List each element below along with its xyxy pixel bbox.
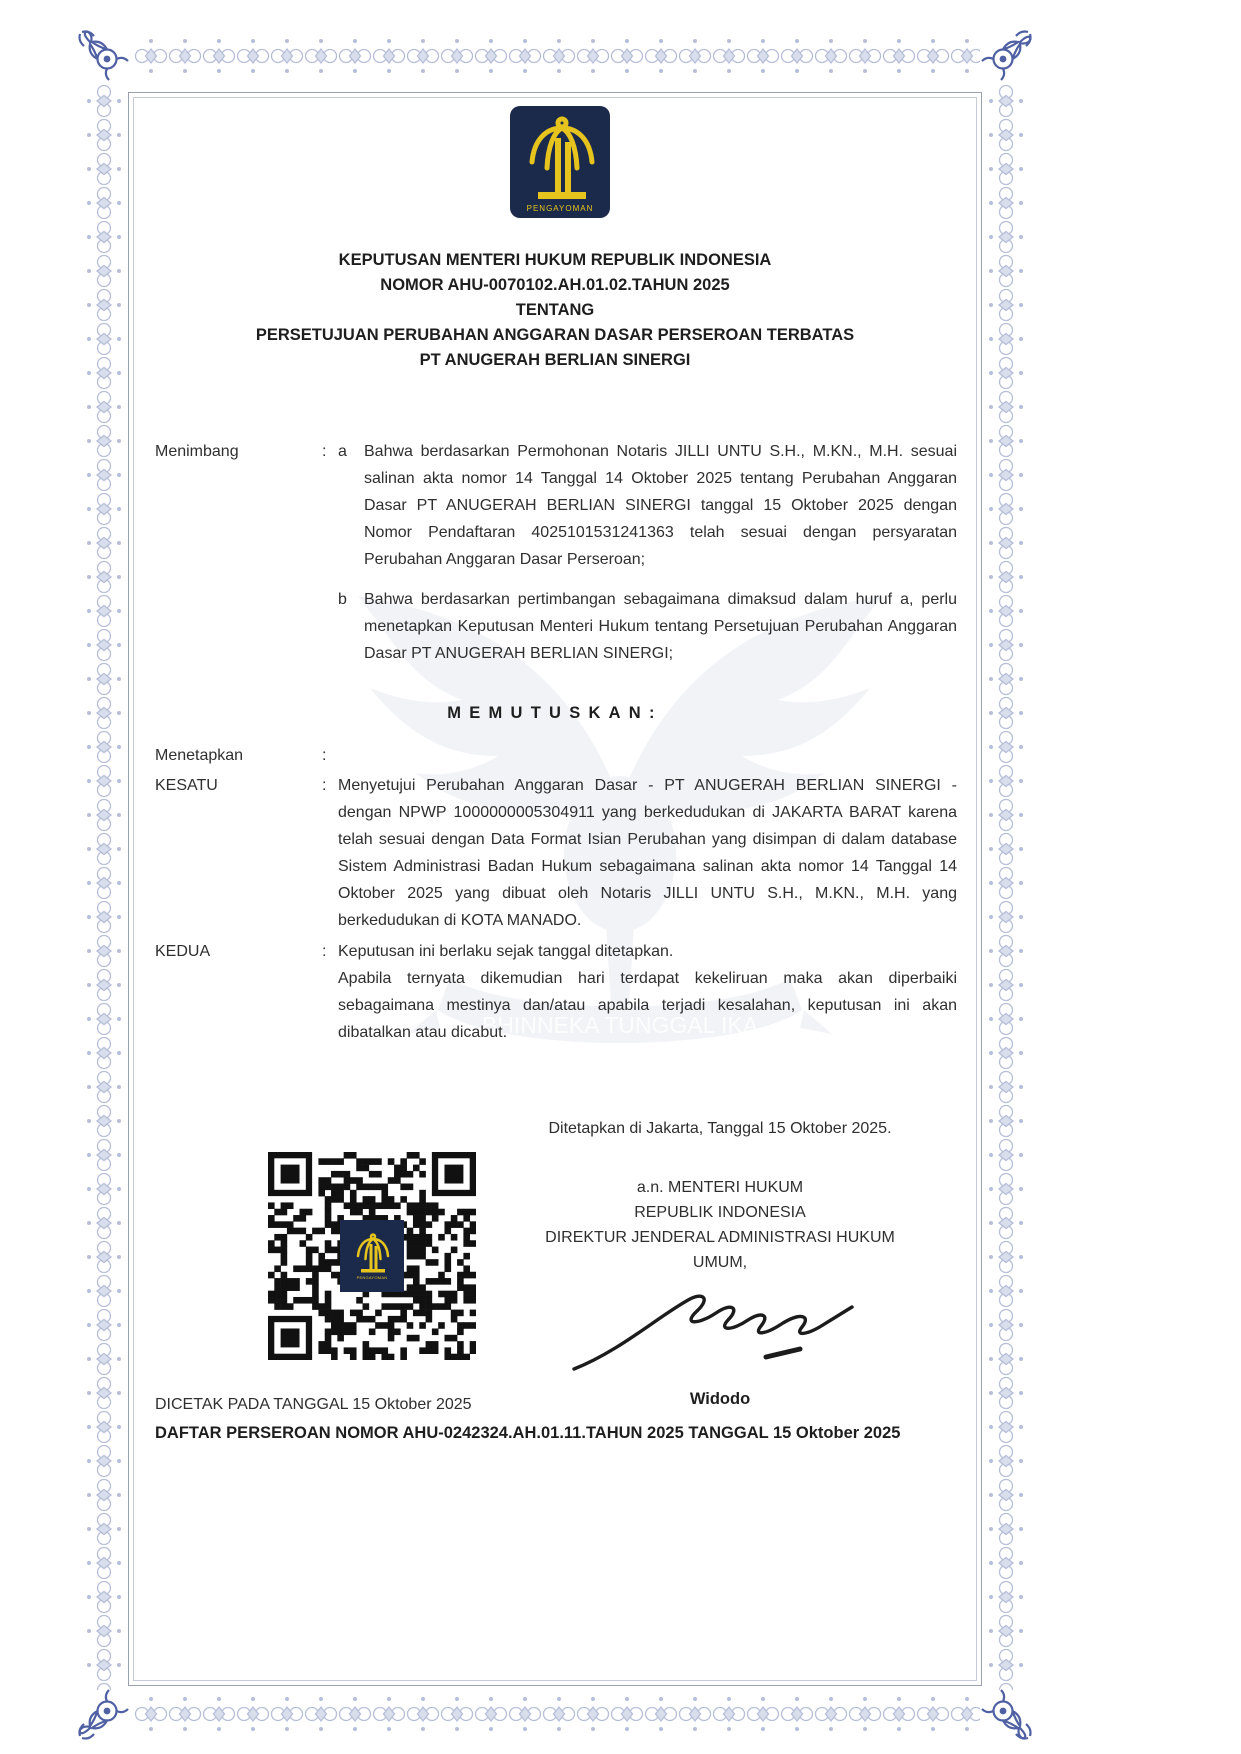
kedua-text: Apabila ternyata dikemudian hari terdapat kekeliruan maka akan diperbaiki sebagaimana mestinya dan/atau apabila terjadi kesalahan, keputusan ini akan dibatalkan atau dicabut. (338, 970, 957, 1041)
qr-code (268, 1152, 476, 1360)
signature-scribble-icon (560, 1277, 880, 1377)
title-line-1: KEPUTUSAN MENTERI HUKUM REPUBLIK INDONESIA (338, 251, 772, 269)
logo-caption: PENGAYOMAN (526, 204, 594, 213)
menetapkan-colon: : (322, 747, 327, 764)
kesatu-label: KESATU (155, 777, 218, 794)
menimbang-label: Menimbang (155, 443, 239, 460)
qr-center-logo (340, 1220, 404, 1292)
company-register-line: DAFTAR PERSEROAN NOMOR AHU-0242324.AH.01.11.TAHUN 2025 TANGGAL 15 Oktober 2025 (155, 1424, 901, 1442)
kesatu-colon: : (322, 777, 327, 794)
printed-date-line: DICETAK PADA TANGGAL 15 Oktober 2025 (155, 1396, 472, 1413)
menimbang-item-b-text: Bahwa berdasarkan pertimbangan sebagaimana dimaksud dalam huruf a, perlu menetapkan Keputusan Menteri Hukum tentang Persetujuan Perubahan Anggaran Dasar PT ANUGERAH BERLIAN SINERGI; (364, 591, 957, 662)
closing-block (520, 1116, 920, 1412)
menimbang-item-a-text: Bahwa berdasarkan Permohonan Notaris JILLI UNTU S.H., M.KN., M.H. sesuai salinan akta nomor 14 Tanggal 14 Oktober 2025 tentang Perubahan Anggaran Dasar PT ANUGERAH BERLIAN SINERGI tanggal 15 Oktober 2025 dengan Nomor Pendaftaran 4025101531241363 telah sesuai dengan persyaratan Perubahan Anggaran Dasar Perseroan; (364, 443, 957, 568)
place-date-line: Ditetapkan di Jakarta, Tanggal 15 Oktober 2025. (548, 1120, 892, 1137)
title-line-5: PT ANUGERAH BERLIAN SINERGI (419, 351, 691, 369)
kemenkumham-pengayoman-logo-icon (510, 106, 610, 218)
title-line-4: PERSETUJUAN PERUBAHAN ANGGARAN DASAR PERSEROAN TERBATAS (255, 326, 855, 344)
menimbang-item-a-marker: a (338, 443, 347, 460)
role-line: DIREKTUR JENDERAL ADMINISTRASI HUKUM UMUM, (545, 1229, 895, 1271)
section-kedua (155, 938, 957, 1046)
qr-pengayoman-logo-icon (347, 1230, 397, 1282)
on-behalf-line: a.n. MENTERI HUKUM (636, 1179, 804, 1196)
kedua-label: KEDUA (155, 943, 211, 960)
kedua-colon: : (322, 943, 327, 960)
kedua-line-1: Keputusan ini berlaku sejak tanggal ditetapkan. (338, 943, 674, 960)
menimbang-item-b-marker: b (338, 591, 347, 608)
title-line-2: NOMOR AHU-0070102.AH.01.02.TAHUN 2025 (380, 276, 730, 294)
republic-line: REPUBLIK INDONESIA (634, 1204, 806, 1221)
section-kesatu (155, 772, 957, 934)
watermark-ribbon-text: BHINNEKA TUNGGAL IKA (481, 1012, 759, 1038)
section-menetapkan (155, 742, 957, 769)
qr-logo-caption: PENGAYOMAN (356, 1275, 388, 1280)
decree-title (155, 248, 955, 373)
footer-block (155, 1392, 965, 1446)
menimbang-colon: : (322, 443, 327, 460)
kesatu-text: Menyetujui Perubahan Anggaran Dasar - PT ANUGERAH BERLIAN SINERGI - dengan NPWP 1000000005304911 yang berkedudukan di JAKARTA BARAT karena telah sesuai dengan Data Format Isian Perubahan yang disimpan di dalam database Sistem Administrasi Badan Hukum sebagaimana salinan akta nomor 14 Tanggal 14 Oktober 2025 yang dibuat oleh Notaris JILLI UNTU S.H., M.KN., M.H. yang berkedudukan di KOTA MANADO. (338, 777, 957, 929)
section-menimbang (155, 438, 957, 667)
memutuskan-heading: MEMUTUSKAN: (447, 704, 663, 722)
signer-name: Widodo (689, 1390, 751, 1408)
menetapkan-label: Menetapkan (155, 747, 244, 764)
title-line-3: TENTANG (515, 301, 595, 319)
